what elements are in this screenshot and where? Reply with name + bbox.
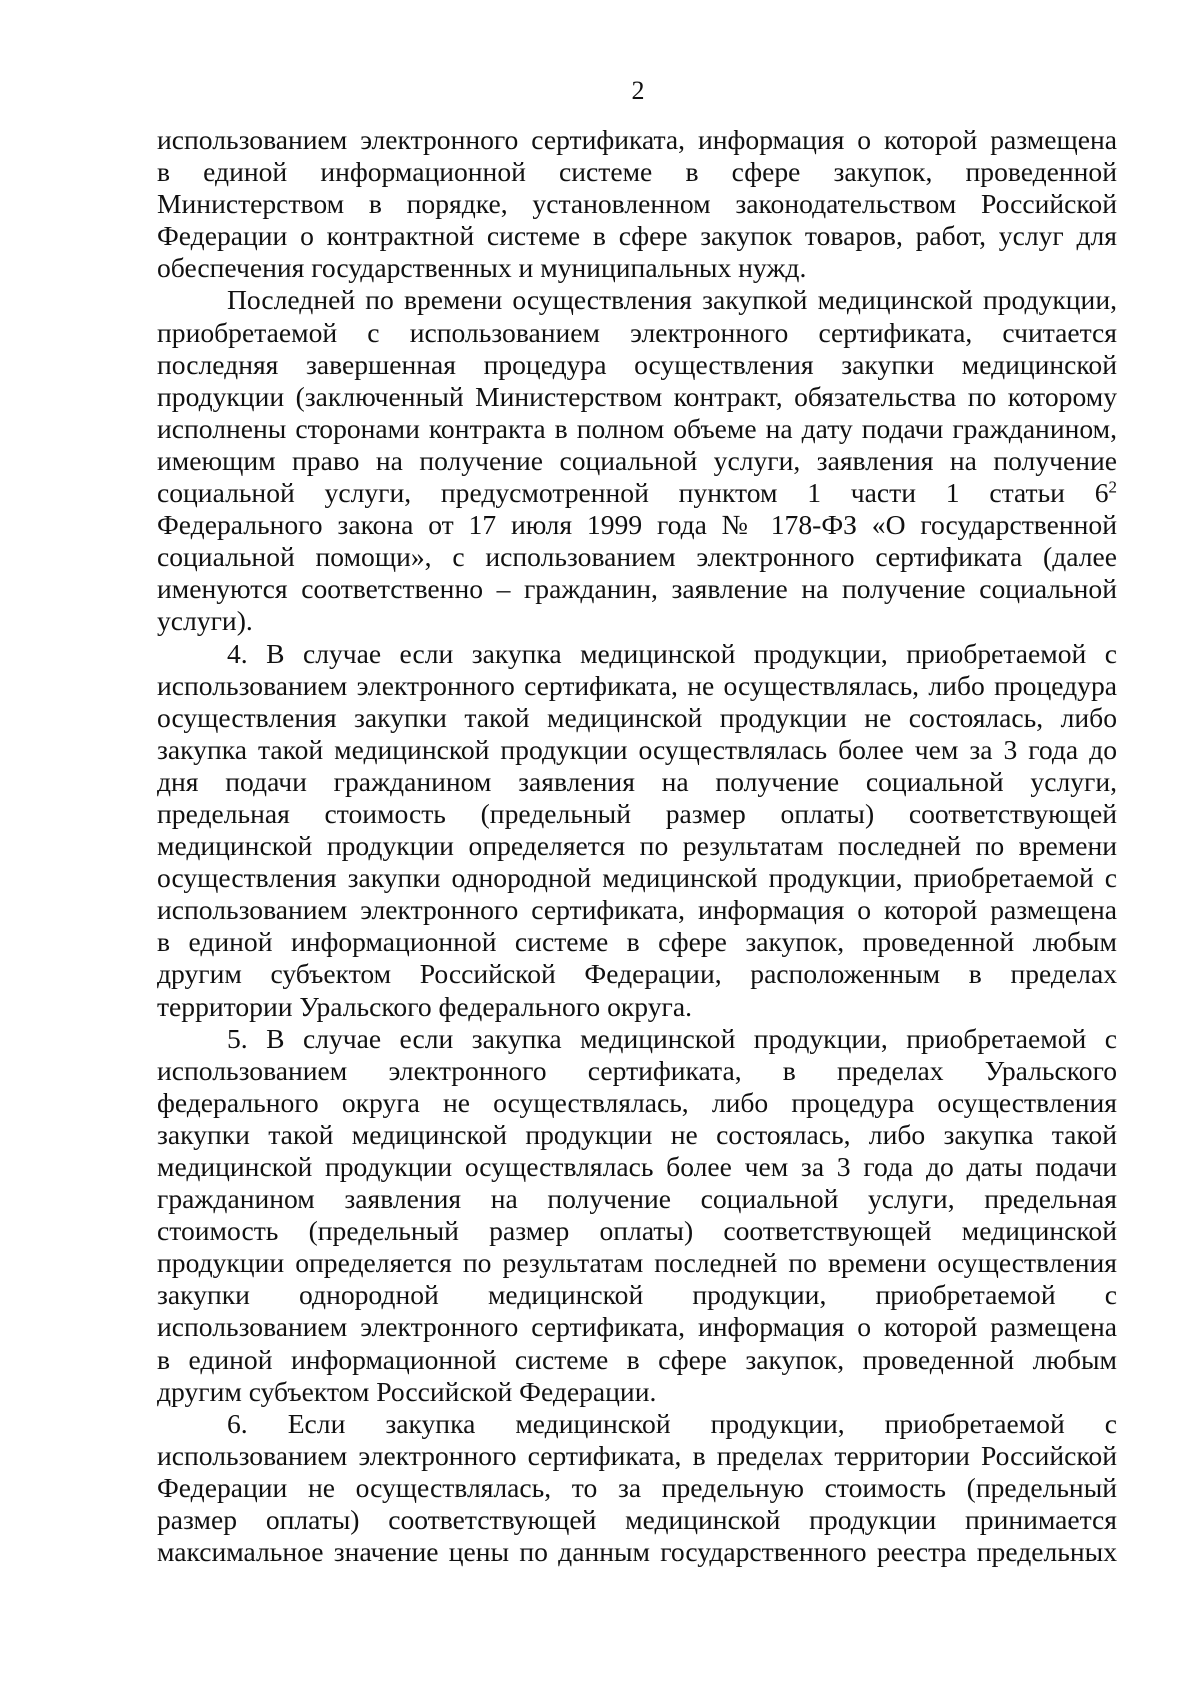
text-line: гражданином заявления на получение социальной услуги, предельная [157, 1183, 1117, 1215]
text-line: социальной помощи», с использованием электронного сертификата (далее [157, 541, 1117, 573]
text-line: другим субъектом Российской Федерации, расположенным в пределах [157, 958, 1117, 990]
text-line: в единой информационной системе в сфере закупок, проведенной [157, 156, 1117, 188]
paragraph-continuation [157, 124, 1117, 284]
text-line: дня подачи гражданином заявления на получение социальной услуги, [157, 765, 1117, 797]
text-line: обеспечения государственных и муниципальных нужд. [157, 252, 807, 284]
text-line: использованием электронного сертификата, информация о которой размещена [157, 894, 1117, 926]
text-line: в единой информационной системе в сфере закупок, проведенной любым [157, 926, 1117, 958]
text-line: другим субъектом Российской Федерации. [157, 1375, 657, 1407]
text-line: медицинской продукции осуществлялась более чем за 3 года до даты подачи [157, 1151, 1117, 1182]
text-line: Федерации о контрактной системе в сфере закупок товаров, работ, услуг для [157, 220, 1117, 252]
text-line: приобретаемой с использованием электронного сертификата, считается [157, 316, 1117, 348]
text-line: закупки однородной медицинской продукции, приобретаемой с [157, 1279, 1117, 1311]
text-line: продукции (заключенный Министерством контракт, обязательства по которому [157, 380, 1117, 412]
text-line-with-superscript [157, 477, 1117, 509]
text-line: именуются соответственно – гражданин, заявление на получение социальной [157, 573, 1117, 605]
text-line: стоимость (предельный размер оплаты) соответствующей медицинской [157, 1215, 1117, 1247]
text-line: предельная стоимость (предельный размер оплаты) соответствующей [157, 797, 1117, 829]
text-line: Федерации не осуществлялась, то за предельную стоимость (предельный [157, 1471, 1117, 1503]
text-line: услуги). [157, 605, 253, 637]
text-line: имеющим право на получение социальной услуги, заявления на получение [157, 444, 1117, 476]
text-line: закупка такой медицинской продукции осуществлялась более чем за 3 года до [157, 733, 1117, 765]
text-line: использованием электронного сертификата, не осуществлялась, либо процедура [157, 669, 1117, 701]
text-line: максимальное значение цены по данным государственного реестра предельных [157, 1536, 1117, 1568]
paragraph-last-purchase [157, 284, 1117, 637]
text-line: закупки такой медицинской продукции не состоялась, либо закупка такой [157, 1118, 1117, 1150]
text-line: осуществления закупки однородной медицинской продукции, приобретаемой с [157, 862, 1117, 894]
document-body [157, 124, 1117, 1568]
text-line: исполнены сторонами контракта в полном объеме на дату подачи гражданином, [157, 412, 1117, 444]
text-line: использованием электронного сертификата, в пределах территории Российской [157, 1439, 1117, 1471]
paragraph-4 [157, 638, 1117, 1023]
text-line: Федерального закона от 17 июля 1999 года № 178-ФЗ «О государственной [157, 509, 1117, 541]
text-line: использованием электронного сертификата, в пределах Уральского [157, 1054, 1117, 1086]
text-line: 4. В случае если закупка медицинской продукции, приобретаемой с [227, 637, 1117, 669]
text-line: продукции определяется по результатам последней по времени осуществления [157, 1247, 1117, 1279]
paragraph-6 [157, 1408, 1117, 1568]
text-line: осуществления закупки такой медицинской продукции не состоялась, либо [157, 701, 1117, 733]
text-line: территории Уральского федерального округа. [157, 990, 692, 1022]
text-line: размер оплаты) соответствующей медицинской продукции принимается [157, 1504, 1117, 1536]
page-number: 2 [631, 76, 645, 105]
text-line: 5. В случае если закупка медицинской продукции, приобретаемой с [227, 1022, 1117, 1054]
text-line-content: социальной услуги, предусмотренной пунктом 1 части 1 статьи 6 [157, 477, 1109, 509]
text-line: Последней по времени осуществления закупкой медицинской продукции, [227, 284, 1117, 316]
text-line: медицинской продукции определяется по результатам последней по времени [157, 830, 1117, 862]
article-superscript: 2 [1108, 477, 1117, 497]
text-line: в единой информационной системе в сфере закупок, проведенной любым [157, 1343, 1117, 1375]
text-line: 6. Если закупка медицинской продукции, приобретаемой с [227, 1407, 1117, 1439]
text-line: последняя завершенная процедура осуществления закупки медицинской [157, 348, 1117, 380]
paragraph-5 [157, 1023, 1117, 1408]
text-line: федерального округа не осуществлялась, либо процедура осуществления [157, 1086, 1117, 1118]
text-line: использованием электронного сертификата, информация о которой размещена [157, 1311, 1117, 1343]
text-line: использованием электронного сертификата, информация о которой размещена [157, 124, 1117, 155]
text-line: Министерством в порядке, установленном законодательством Российской [157, 188, 1117, 220]
